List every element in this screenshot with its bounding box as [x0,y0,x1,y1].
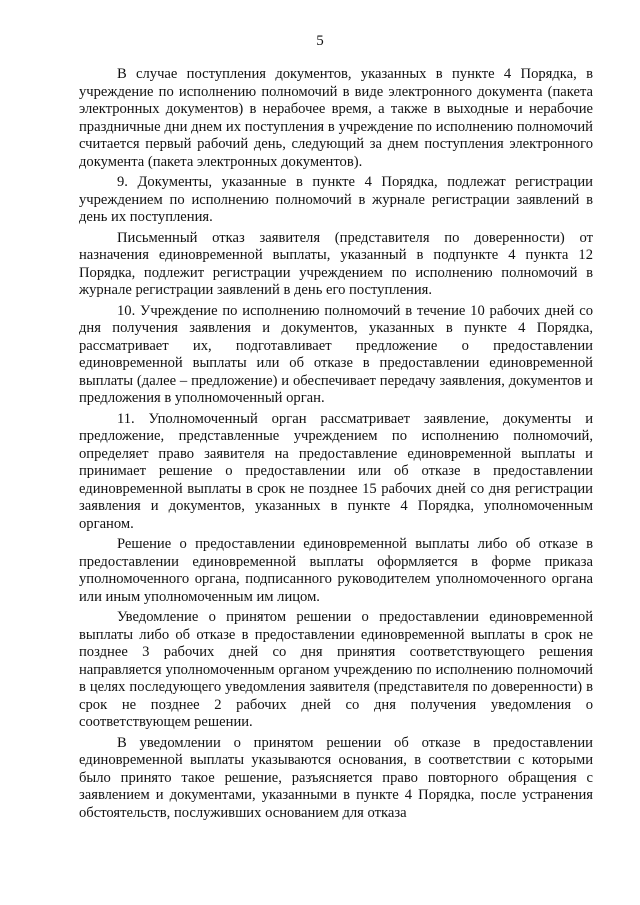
page-number: 5 [316,33,324,49]
paragraph-decision-order: Решение о предоставлении единовременной выплаты либо об отказе в предоставлении единовременной выплаты оформляется в форме приказа уполномоченного органа, подписанного руководителем уполномоченного органа или иным уполномоченным им лицом. [79,536,593,605]
scan-footer-mark [40,891,200,899]
paragraph-refusal-notice: В уведомлении о принятом решении об отказе в предоставлении единовременной выплаты указываются основания, в соответствии с которыми было принято такое решение, разъясняется право повторного обращения с заявлением и документами, указанными в пункте 4 Порядка, после устранения обстоятельств, послуживших основанием для отказа [79,734,593,821]
paragraph-electronic-receipt: В случае поступления документов, указанных в пункте 4 Порядка, в учреждение по исполнению полномочий в виде электронного документа (пакета электронных документов) в нерабочее время, а также в выходные и нерабочие праздничные дни днем их поступления в учреждение по исполнению полномочий считается первый рабочий день, следующий за днем поступления электронного документа (пакета электронных документов). [79,66,593,170]
paragraph-written-refusal: Письменный отказ заявителя (представителя по доверенности) от назначения единовременной выплаты, указанный в подпункте 4 пункта 12 Порядка, подлежит регистрации учреждением по исполнению полномочий в журнале регистрации заявлений в день его поступления. [79,229,593,298]
paragraph-item-10-review: 10. Учреждение по исполнению полномочий в течение 10 рабочих дней со дня получения заявления и документов, указанных в пункте 4 Порядка, рассматривает их, подготавливает предложение о предоставлении единовременной выплаты или об отказе в предоставлении единовременной выплаты (далее – предложение) и обеспечивает передачу заявления, документов и предложения в уполномоченный орган. [79,302,593,406]
paragraph-item-9-registration: 9. Документы, указанные в пункте 4 Порядка, подлежат регистрации учреждением по исполнению полномочий в журнале регистрации заявлений в день их поступления. [79,174,593,225]
paragraph-item-11-decision: 11. Уполномоченный орган рассматривает заявление, документы и предложение, представленные учреждением по исполнению полномочий, определяет право заявителя на предоставление единовременной выплаты и принимает решение о предоставлении или об отказе в предоставлении единовременной выплаты в срок не позднее 15 рабочих дней со дня регистрации заявления и документов, указанных в пункте 4 Порядка, уполномоченным органом. [79,410,593,532]
document-body [79,66,593,825]
paragraph-notification: Уведомление о принятом решении о предоставлении единовременной выплаты либо об отказе в предоставлении единовременной выплаты в срок не позднее 3 рабочих дней со дня принятия соответствующего решения направляется уполномоченным органом учреждению по исполнению полномочий в целях последующего уведомления заявителя (представителя по доверенности) в срок не позднее 2 рабочих дней со дня получения уведомления о соответствующем решении. [79,609,593,730]
